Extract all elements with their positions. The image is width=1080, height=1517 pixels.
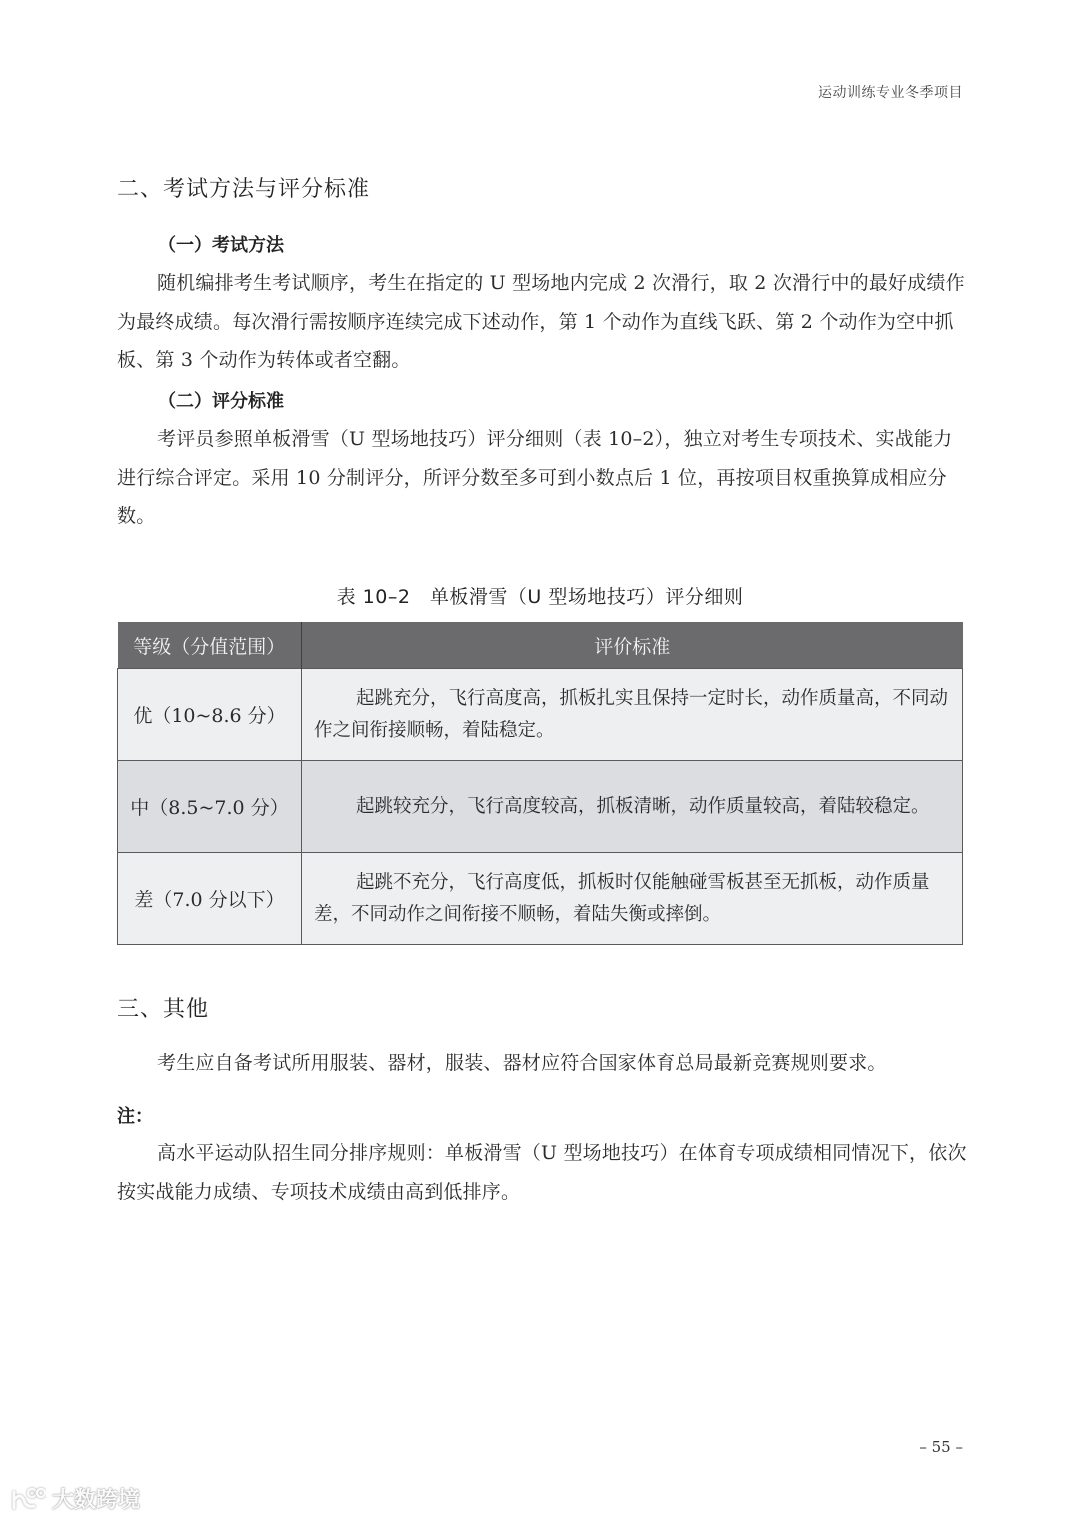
table-row: [118, 761, 963, 853]
watermark: [10, 1483, 140, 1514]
subsection-title-scoring-standard: （二）评分标准: [158, 391, 284, 412]
criteria-cell: 起跳较充分，飞行高度较高，抓板清晰，动作质量较高，着陆较稳定。: [302, 761, 963, 853]
column-header-criteria: 评价标准: [302, 622, 963, 669]
table-header-row: [118, 622, 963, 669]
table-row: [118, 669, 963, 761]
brand-logo-icon: [10, 1486, 46, 1512]
subsection-title-exam-method: （一）考试方法: [158, 235, 284, 256]
section-title-exam-method-scoring: 二、考试方法与评分标准: [117, 177, 371, 202]
table-row: [118, 853, 963, 945]
table-caption: 表 10–2 单板滑雪（U 型场地技巧）评分细则: [336, 586, 744, 608]
criteria-cell: 起跳不充分，飞行高度低，抓板时仅能触碰雪板甚至无抓板，动作质量差，不同动作之间衔接不顺畅，着陆失衡或摔倒。: [302, 853, 963, 945]
exam-method-paragraph: 随机编排考生考试顺序，考生在指定的 U 型场地内完成 2 次滑行，取 2 次滑行中的最好成绩作为最终成绩。每次滑行需按顺序连续完成下述动作，第 1 个动作为直线飞跃、第 2 个动作为空中抓板、第 3 个动作为转体或者空翻。: [117, 272, 965, 371]
scoring-table: [117, 622, 963, 945]
watermark-text: 大数跨境: [52, 1488, 141, 1513]
note-paragraph: 高水平运动队招生同分排序规则：单板滑雪（U 型场地技巧）在体育专项成绩相同情况下，依次按实战能力成绩、专项技术成绩由高到低排序。: [117, 1142, 967, 1203]
note-label: 注：: [117, 1106, 153, 1127]
scoring-standard-paragraph: 考评员参照单板滑雪（U 型场地技巧）评分细则（表 10–2），独立对考生专项技术、实战能力进行综合评定。采用 10 分制评分，所评分数至多可到小数点后 1 位，再按项目权重换算成相应分数。: [117, 428, 953, 527]
column-header-grade: 等级（分值范围）: [118, 622, 302, 669]
grade-cell: 中（8.5~7.0 分）: [118, 761, 302, 853]
page-number: – 55 –: [919, 1438, 963, 1456]
running-header: 运动训练专业冬季项目: [818, 85, 963, 101]
grade-cell: 优（10~8.6 分）: [118, 669, 302, 761]
other-paragraph: 考生应自备考试所用服装、器材，服装、器材应符合国家体育总局最新竞赛规则要求。: [157, 1052, 887, 1074]
section-title-other: 三、其他: [117, 997, 210, 1022]
grade-cell: 差（7.0 分以下）: [118, 853, 302, 945]
criteria-cell: 起跳充分，飞行高度高，抓板扎实且保持一定时长，动作质量高，不同动作之间衔接顺畅，着陆稳定。: [302, 669, 963, 761]
